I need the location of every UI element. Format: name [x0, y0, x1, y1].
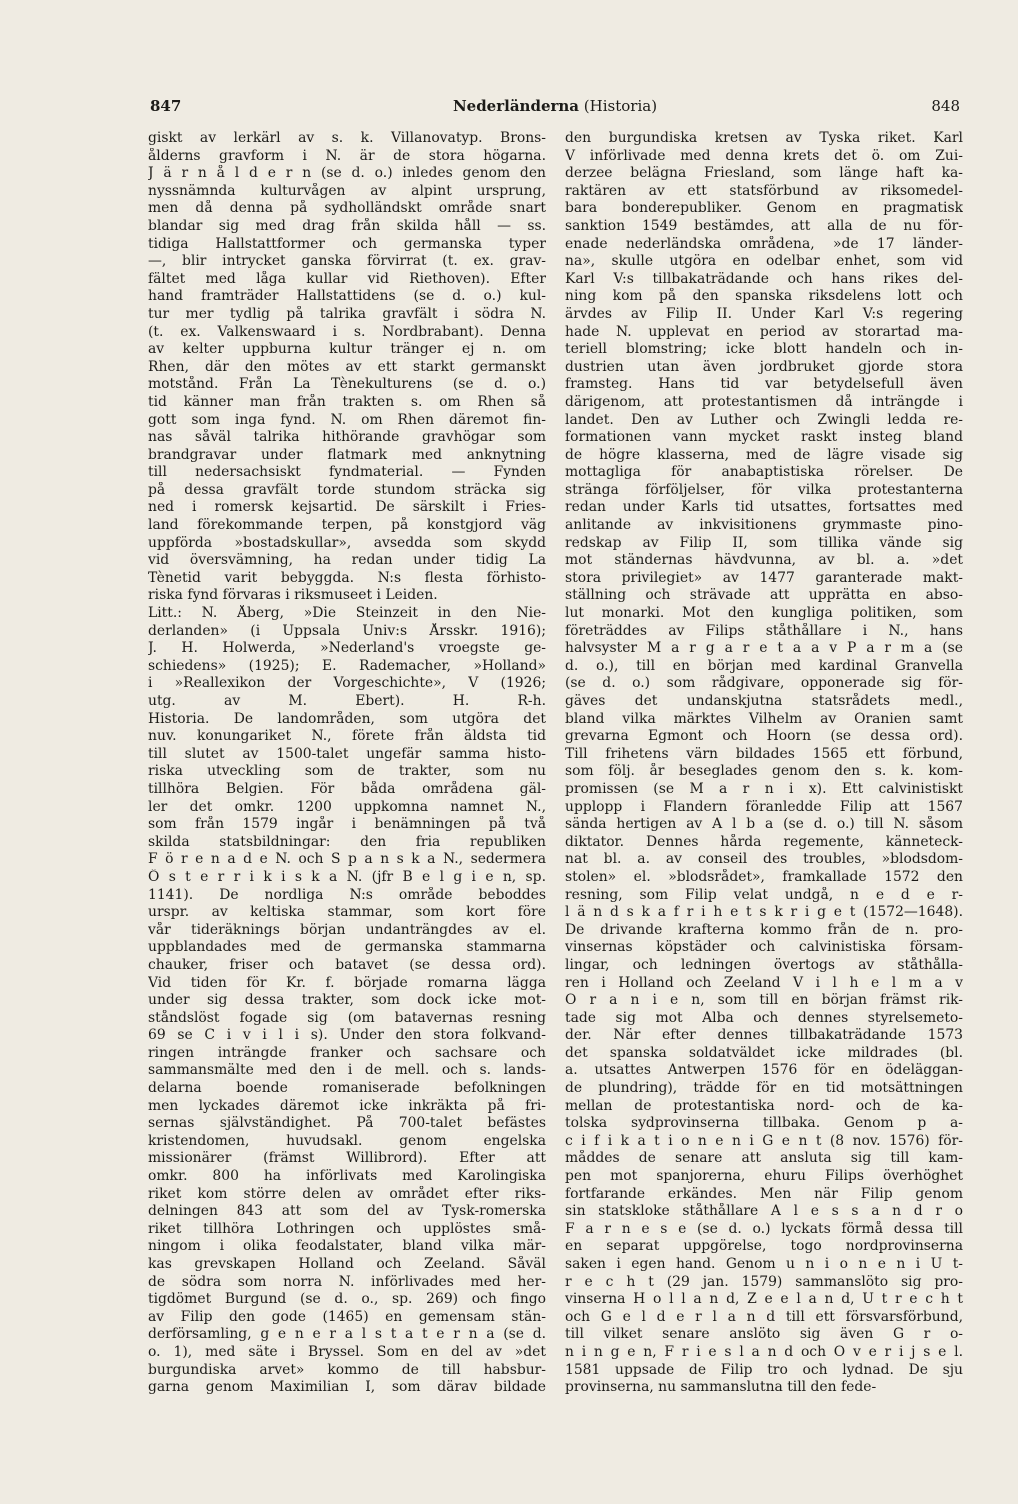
- text-line: stora privilegiet» av 1477 garanterade makt-: [565, 569, 963, 586]
- text-line: utg. av M. Ebert). H. R-h.: [148, 693, 546, 709]
- text-line: motstånd. Från La Tènekulturens (se d. o.): [148, 376, 546, 393]
- text-line: ringen inträngde franker och sachsare och: [148, 1044, 546, 1061]
- text-line: nyssnämnda kulturvågen av alpint ursprung,: [148, 182, 546, 199]
- text-line: men då denna på sydholländskt område snart: [148, 200, 546, 217]
- text-line: derzee belägna Friesland, som länge haft ka-: [565, 165, 963, 182]
- running-title-sub: (Historia): [583, 97, 658, 115]
- text-line: bara bonderepubliker. Genom en pragmatisk: [565, 200, 963, 217]
- text-line: tigdömet Burgund (se d. o., sp. 269) och fingo: [148, 1291, 546, 1308]
- text-line: J ä r n å l d e r n (se d. o.) inledes genom den: [148, 165, 546, 182]
- text-line: nuv. konungariket N., förete från äldsta tid: [148, 728, 546, 745]
- text-line: tid känner man från trakten s. om Rhen så: [148, 393, 546, 410]
- text-line: riska fynd förvaras i riksmuseet i Leiden.: [148, 587, 438, 604]
- text-line: vid översvämning, ha redan under tidig La: [148, 552, 546, 569]
- text-line: nat bl. a. av conseil des troubles, »blodsdom-: [565, 851, 963, 868]
- right-page-number: 848: [931, 97, 960, 115]
- text-line: skilda statsbildningar: den fria republiken: [148, 833, 546, 850]
- text-line: delningen 843 att som del av Tysk-romerska: [148, 1203, 546, 1220]
- text-line: schiedens» (1925); E. Rademacher, »Holland»: [148, 657, 546, 674]
- text-line: redskap av Filip II, som tillika vände sig: [565, 534, 963, 551]
- text-line: n i n g e n, F r i e s l a n d och O v e r i j s e l.: [565, 1343, 963, 1360]
- text-line: ler det omkr. 1200 uppkomna namnet N.,: [148, 798, 546, 815]
- running-title-main: Nederländerna: [452, 97, 580, 115]
- text-line: J. H. Holwerda, »Nederland's vroegste ge-: [148, 640, 546, 657]
- text-line: formationen vann mycket raskt insteg bland: [565, 429, 963, 446]
- running-title: [150, 97, 960, 115]
- text-line: 69 se C i v i l i s). Under den stora folkvand-: [148, 1027, 546, 1044]
- text-line: anlitande av inkvisitionens grymmaste pino-: [565, 517, 963, 534]
- text-line: bland vilka märktes Vilhelm av Oranien samt: [565, 710, 963, 727]
- text-line: diktator. Dennes hårda regemente, känneteck-: [565, 833, 963, 850]
- text-line: mellan de protestantiska nord- och de ka-: [565, 1097, 963, 1114]
- text-line: ren i Holland och Zeeland V i l h e l m a v: [565, 974, 963, 991]
- text-line: chauker, friser och batavet (se dessa ord).: [148, 956, 546, 973]
- text-line: ning kom på den spanska riksdelens lott och: [565, 288, 963, 305]
- text-line: uppförda »bostadskullar», avsedda som skydd: [148, 534, 546, 551]
- text-line: Rhen, där den mötes av ett starkt germanskt: [148, 358, 546, 375]
- text-line: som från 1579 ingår i benämningen på två: [148, 816, 546, 833]
- text-line: delarna boende romaniserade befolkningen: [148, 1080, 546, 1097]
- text-line: företräddes av Filips ståthållare i N., hans: [565, 622, 963, 639]
- text-line: dustrien utan även jordbruket gjorde stora: [565, 358, 963, 375]
- text-line: blandar sig med drag från skilda håll — ss.: [148, 217, 546, 234]
- text-line: till nedersachsiskt fyndmaterial. — Fynden: [148, 464, 546, 481]
- text-line: riska utveckling som de trakter, som nu: [148, 763, 546, 780]
- text-line: promissen (se M a r n i x). Ett calvinistiskt: [565, 780, 963, 797]
- text-line: gäves det undanskjutna statsrådets medl.,: [565, 693, 963, 709]
- text-line: ärvdes av Filip II. Under Karl V:s regering: [565, 305, 963, 322]
- text-line: den burgundiska kretsen av Tyska riket. Karl: [565, 130, 963, 146]
- text-line: ålderns gravform i N. är de stora högarna.: [148, 147, 546, 164]
- text-line: stolen» el. »blodsrådet», framkallade 1572 den: [565, 868, 963, 885]
- left-text-column: [148, 130, 546, 1397]
- text-line: missionärer (främst Willibrord). Efter att: [148, 1150, 546, 1167]
- text-line: halvsyster M a r g a r e t a a v P a r m a (se: [565, 640, 963, 657]
- text-line: Ö s t e r r i k i s k a N. (jfr B e l g i e n, sp.: [148, 868, 546, 885]
- text-line: upplopp i Flandern föranledde Filip att 1567: [565, 798, 963, 815]
- text-line: stränga förföljelser, för vilka protestanterna: [565, 481, 963, 498]
- text-line: vinserna H o l l a n d, Z e e l a n d, U t r e c h t: [565, 1291, 963, 1308]
- text-line: på dessa gravfält torde stundom sträcka sig: [148, 481, 546, 498]
- text-line: sin statskloke ståthållare A l e s s a n d r o: [565, 1203, 963, 1220]
- text-line: ställning och strävade att upprätta en abso-: [565, 587, 963, 604]
- text-line: till slutet av 1500-talet ungefär samma histo-: [148, 745, 546, 762]
- page-header: [150, 97, 960, 119]
- text-line: giskt av lerkärl av s. k. Villanovatyp. Brons-: [148, 130, 546, 146]
- text-line: omkr. 800 ha införlivats med Karolingiska: [148, 1168, 546, 1185]
- text-line: pen mot spanjorerna, ehuru Filips överhöghet: [565, 1168, 963, 1185]
- text-line: Litt.: N. Åberg, »Die Steinzeit in den Nie-: [148, 605, 546, 622]
- text-line: o. 1), med säte i Bryssel. Som en del av »det: [148, 1343, 546, 1360]
- text-line: lingar, och ledningen övertogs av ståthålla-: [565, 956, 963, 973]
- text-line: burgundiska arvet» kommo de till habsbur-: [148, 1361, 546, 1378]
- text-line: c i f i k a t i o n e n i G e n t (8 nov. 1576) för-: [565, 1132, 963, 1149]
- text-line: till vilket senare anslöto sig även G r o-: [565, 1326, 963, 1343]
- text-line: riket kom större delen av området efter riks-: [148, 1185, 546, 1202]
- text-line: ned i romersk kejsartid. De särskilt i Fries-: [148, 499, 546, 516]
- text-line: ståndslöst fogade sig (om batavernas resning: [148, 1009, 546, 1026]
- text-line: riket tillhöra Lothringen och upplöstes små-: [148, 1220, 546, 1237]
- text-line: d. o.), till en början med kardinal Granvella: [565, 657, 963, 674]
- text-line: (se d. o.) som rådgivare, opponerade sig för-: [565, 675, 963, 692]
- text-line: Vid tiden för Kr. f. började romarna lägga: [148, 974, 546, 991]
- text-line: måddes de senare att ansluta sig till kam-: [565, 1150, 963, 1167]
- text-line: grevarna Egmont och Hoorn (se dessa ord).: [565, 728, 963, 745]
- text-line: saken i egen hand. Genom u n i o n e n i U t-: [565, 1256, 963, 1272]
- text-line: av kelter uppburna kultur tränger ej n. om: [148, 341, 546, 358]
- text-line: Historia. De landområden, som utgöra det: [148, 710, 546, 727]
- text-line: tur mer tydlig på talrika gravfält i södra N.: [148, 305, 546, 322]
- text-line: som följ. år beseglades genom den s. k. kom-: [565, 763, 963, 780]
- text-line: mottagliga för anabaptistiska rörelser. De: [565, 464, 963, 481]
- text-line: na», skulle utgöra en odelbar enhet, som vid: [565, 253, 963, 270]
- text-line: gott som inga fynd. N. om Rhen däremot fin-: [148, 411, 546, 428]
- text-line: urspr. av keltiska stammar, som kort före: [148, 904, 546, 921]
- text-line: derförsamling, g e n e r a l s t a t e r n a (se d.: [148, 1326, 546, 1343]
- text-line: 1581 uppsade de Filip tro och lydnad. De sju: [565, 1361, 963, 1378]
- text-line: a. utsattes Antwerpen 1576 för en ödeläggan-: [565, 1062, 963, 1079]
- text-line: tade sig mot Alba och dennes styrelsemeto-: [565, 1009, 963, 1026]
- text-line: de södra som norra N. införlivades med her-: [148, 1273, 546, 1290]
- text-line: vår tideräknings början undanträngdes av el.: [148, 921, 546, 938]
- text-line: der. När efter dennes tillbakaträdande 1573: [565, 1027, 963, 1044]
- text-line: hade N. upplevat en period av storartad ma-: [565, 323, 963, 340]
- text-line: 1141). De nordliga N:s område beboddes: [148, 886, 546, 903]
- text-line: tolska sydprovinserna tillbaka. Genom p a-: [565, 1115, 963, 1132]
- text-line: F a r n e s e (se d. o.) lyckats förmå dessa till: [565, 1220, 963, 1237]
- text-line: resning, som Filip velat undgå, n e d e r-: [565, 886, 963, 903]
- text-line: det spanska soldatväldet icke mildrades (bl.: [565, 1044, 963, 1061]
- text-line: O r a n i e n, som till en början främst rik-: [565, 992, 963, 1009]
- text-line: (t. ex. Valkenswaard i s. Nordbrabant). Denna: [148, 323, 546, 340]
- text-line: sanktion 1549 bestämdes, att alla de nu för-: [565, 217, 963, 234]
- text-line: av Filip den gode (1465) en gemensam stän-: [148, 1308, 546, 1325]
- text-line: land förekommande terpen, på konstgjord väg: [148, 517, 546, 534]
- text-line: De drivande krafterna kommo från de n. pro-: [565, 921, 963, 938]
- text-line: och G e l d e r l a n d till ett försvarsförbund,: [565, 1308, 963, 1325]
- text-line: F ö r e n a d e N. och S p a n s k a N., sedermera: [148, 851, 546, 868]
- text-line: raktären av ett statsförbund av riksomedel-: [565, 182, 963, 199]
- text-line: hand framträder Hallstattidens (se d. o.) kul-: [148, 288, 546, 305]
- text-line: ningom i olika feodalstater, bland vilka mär-: [148, 1238, 546, 1255]
- text-line: sammansmälte med den i de mell. och s. lands-: [148, 1062, 546, 1079]
- text-line: lut monarki. Mot den kungliga politiken, som: [565, 605, 963, 622]
- text-line: de plundring), trädde för en tid motsättningen: [565, 1080, 963, 1097]
- text-line: fortfarande erkändes. Men när Filip genom: [565, 1185, 963, 1202]
- text-line: vinsernas köpstäder och calvinistiska försam-: [565, 939, 963, 956]
- text-line: teriell blomstring; icke blott handeln och in-: [565, 341, 963, 358]
- text-line: V införlivade med denna krets det ö. om Zui-: [565, 147, 963, 164]
- text-line: enade nederländska områdena, »de 17 länder-: [565, 235, 963, 252]
- text-line: Tènetid varit bebyggda. N:s flesta förhisto-: [148, 569, 546, 586]
- text-line: derlanden» (i Uppsala Univ:s Årsskr. 1916);: [148, 622, 546, 639]
- text-line: men lyckades däremot icke inkräkta på fri-: [148, 1097, 546, 1114]
- text-line: i »Reallexikon der Vorgeschichte», V (1926;: [148, 675, 546, 692]
- text-line: sernas självständighet. På 700-talet befästes: [148, 1115, 546, 1132]
- text-line: tillhöra Belgien. För båda områdena gäl-: [148, 780, 546, 797]
- text-line: tidiga Hallstattformer och germanska typer: [148, 235, 546, 252]
- text-line: provinserna, nu sammanslutna till den fede-: [565, 1379, 877, 1396]
- text-line: Till frihetens värn bildades 1565 ett förbund,: [565, 745, 963, 762]
- text-line: —, blir intrycket ganska förvirrat (t. ex. grav-: [148, 253, 546, 270]
- text-line: kas grevskapen Holland och Zeeland. Såväl: [148, 1256, 546, 1272]
- text-line: nas såväl talrika hithörande gravhögar som: [148, 429, 546, 446]
- text-line: redan under Karls tid utsattes, fortsattes med: [565, 499, 963, 516]
- text-line: fältet med låga kullar vid Riethoven). Efter: [148, 270, 546, 287]
- text-line: l ä n d s k a f r i h e t s k r i g e t (1572—1648).: [565, 904, 963, 921]
- text-line: kristendomen, huvudsakl. genom engelska: [148, 1132, 546, 1149]
- text-line: brandgravar under flatmark med anknytning: [148, 446, 546, 463]
- text-line: Karl V:s tillbakaträdande och hans rikes del-: [565, 270, 963, 287]
- text-line: garna genom Maximilian I, som därav bildade: [148, 1379, 546, 1396]
- text-line: under sig dessa trakter, som dock icke mot-: [148, 992, 546, 1009]
- text-line: r e c h t (29 jan. 1579) sammanslöto sig pro-: [565, 1273, 963, 1290]
- text-line: uppblandades med de germanska stammarna: [148, 939, 546, 956]
- right-text-column: [565, 130, 963, 1397]
- text-line: sända hertigen av A l b a (se d. o.) till N. såsom: [565, 816, 963, 833]
- text-line: de högre klasserna, med de lägre visade sig: [565, 446, 963, 463]
- text-line: därigenom, att protestantismen då inträngde i: [565, 393, 963, 410]
- text-line: mot ständernas hävdvunna, av bl. a. »det: [565, 552, 963, 569]
- text-line: en separat uppgörelse, togo nordprovinserna: [565, 1238, 963, 1255]
- text-line: framsteg. Hans tid var betydelsefull även: [565, 376, 963, 393]
- text-line: landet. Den av Luther och Zwingli ledda re-: [565, 411, 963, 428]
- left-page-number: 847: [150, 97, 182, 115]
